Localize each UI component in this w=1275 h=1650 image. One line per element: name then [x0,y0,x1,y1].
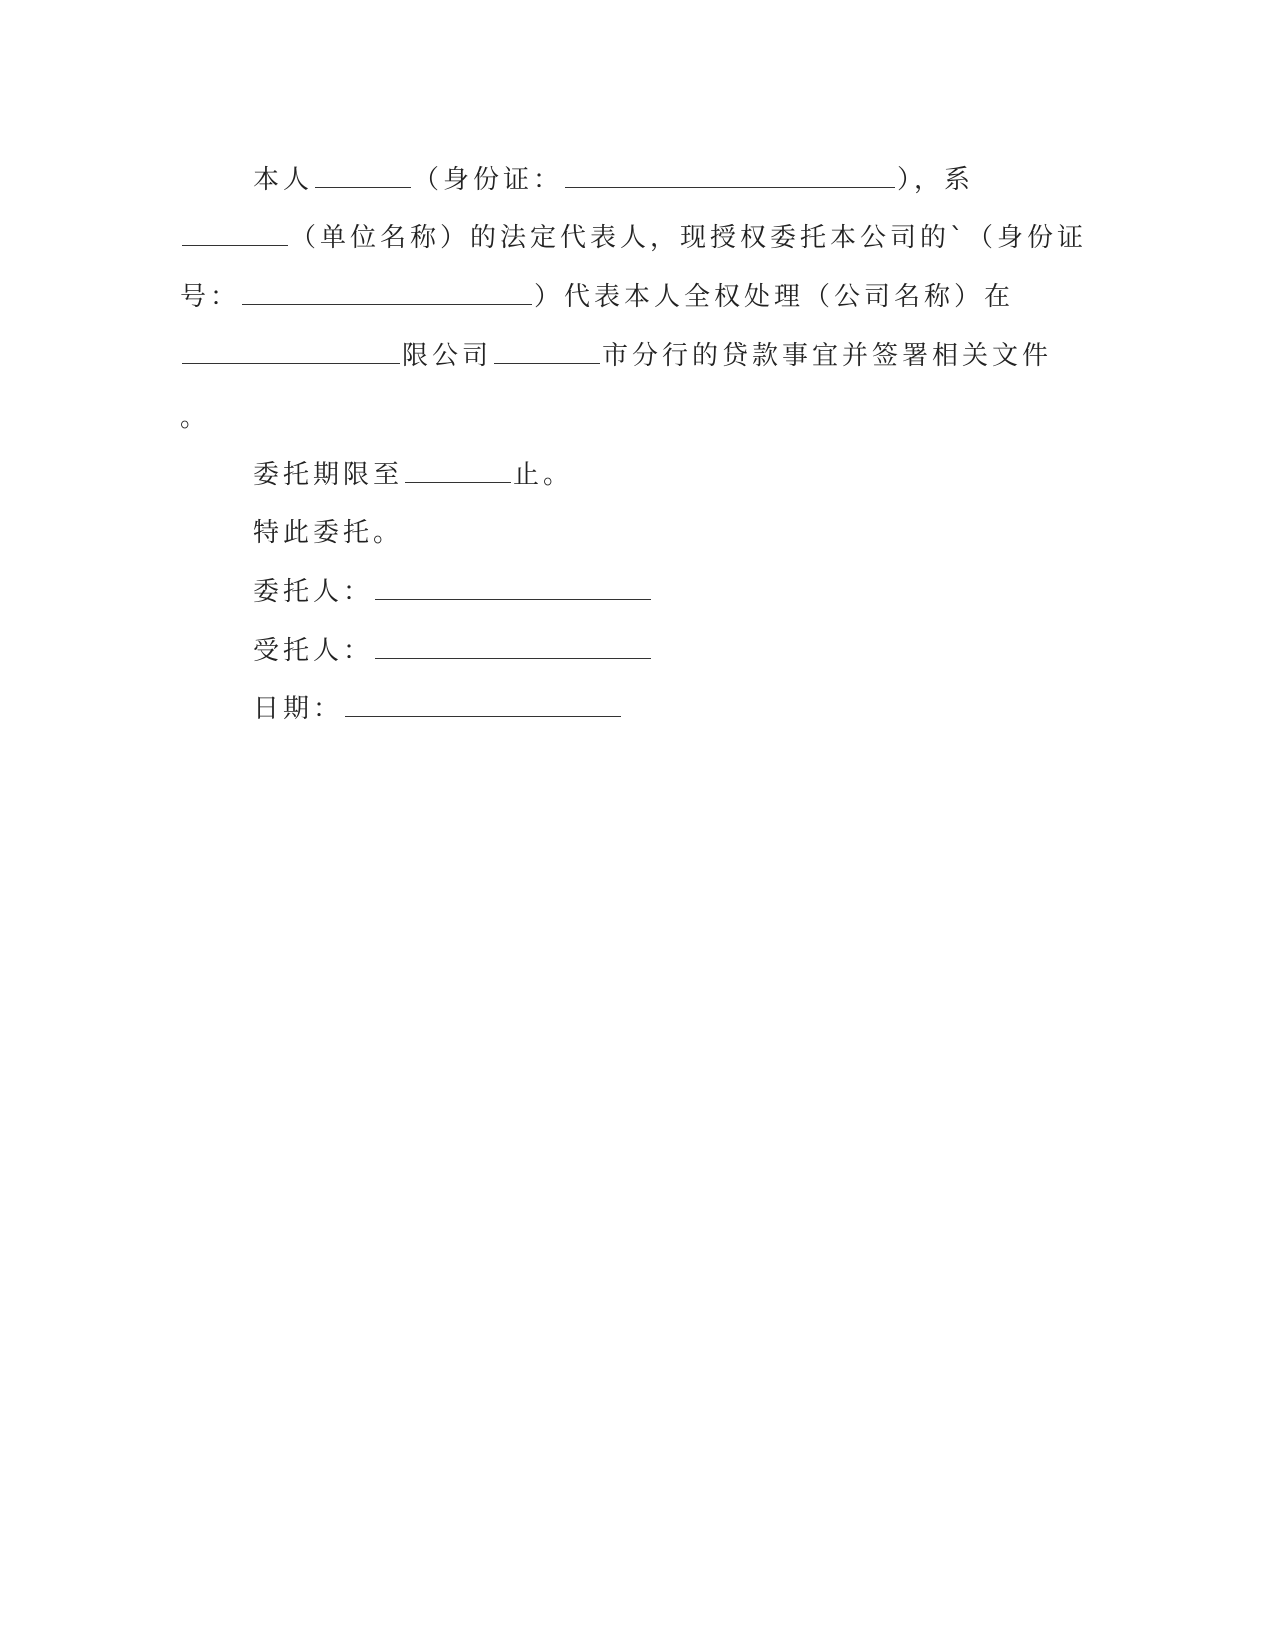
principal-blank[interactable] [375,573,651,600]
hereby-line [253,513,403,553]
agent-blank[interactable] [375,632,651,659]
text-self: 本人 [253,165,314,195]
date-line [253,689,623,729]
hereby-text: 特此委托。 [253,518,404,548]
name-blank[interactable] [315,161,411,188]
text-affiliation: ），系 [897,165,975,195]
term-blank[interactable] [405,456,511,483]
text-number-label: 号： [180,282,241,312]
unit-name-blank[interactable] [182,219,288,246]
text-legal-rep: （单位名称）的法定代表人，现授权委托本公司的`（身份证 [290,223,1088,253]
term-prefix: 委托期限至 [253,460,404,490]
date-blank[interactable] [345,690,621,717]
bank-name-blank[interactable] [182,337,400,364]
text-handle: ）代表本人全权处理（公司名称）在 [534,282,1015,312]
term-line [253,455,573,495]
text-branch-loan: 市分行的贷款事宜并签署相关文件 [602,341,1053,371]
agent-label: 受托人： [253,636,374,666]
para1-line1 [253,160,974,200]
para1-line4 [180,336,1052,376]
text-id-label: （身份证： [413,165,564,195]
term-suffix: 止。 [513,460,574,490]
principal-label: 委托人： [253,577,374,607]
text-period: 。 [180,403,211,433]
para1-line2 [180,218,1087,258]
id-number-blank[interactable] [565,161,895,188]
para1-line3 [180,277,1014,317]
city-blank[interactable] [494,337,600,364]
agent-line [253,631,653,671]
para1-line5 [180,398,210,438]
principal-line [253,572,653,612]
text-limited-company: 限公司 [402,341,493,371]
date-label: 日期： [253,694,344,724]
agent-id-blank[interactable] [242,278,532,305]
